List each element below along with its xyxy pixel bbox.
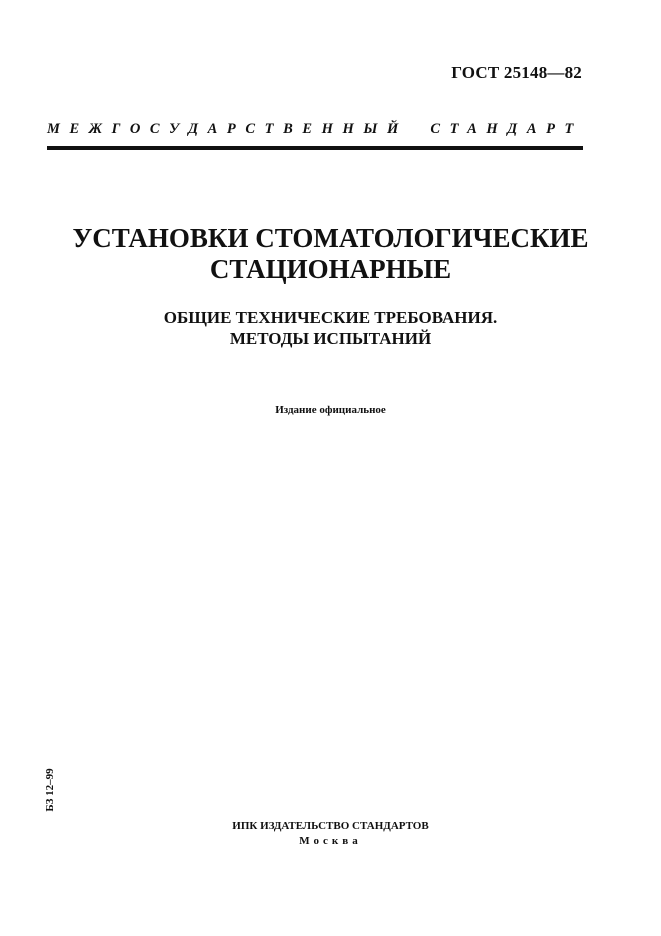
heading-rule bbox=[47, 146, 583, 150]
interstate-standard-heading bbox=[47, 121, 583, 138]
title-line-2: СТАЦИОНАРНЫЕ bbox=[209, 254, 452, 284]
document-subtitle bbox=[0, 307, 661, 349]
side-code: БЗ 12–99 bbox=[44, 768, 56, 812]
publisher-name: ИПК ИЗДАТЕЛЬСТВО СТАНДАРТОВ bbox=[232, 820, 429, 832]
standard-word: СТАНДАРТ bbox=[430, 121, 583, 137]
edition-label: Издание официальное bbox=[275, 404, 386, 416]
interstate-word: МЕЖГОСУДАРСТВЕННЫЙ bbox=[47, 121, 408, 137]
title-block bbox=[0, 223, 661, 349]
gost-number: ГОСТ 25148—82 bbox=[451, 63, 582, 82]
subtitle-line-2: МЕТОДЫ ИСПЫТАНИЙ bbox=[229, 329, 432, 348]
publisher-block bbox=[0, 819, 661, 849]
subtitle-line-1: ОБЩИЕ ТЕХНИЧЕСКИЕ ТРЕБОВАНИЯ. bbox=[163, 308, 498, 327]
document-title bbox=[0, 223, 661, 285]
title-line-1: УСТАНОВКИ СТОМАТОЛОГИЧЕСКИЕ bbox=[72, 223, 589, 253]
publisher-city: Москва bbox=[299, 835, 362, 847]
